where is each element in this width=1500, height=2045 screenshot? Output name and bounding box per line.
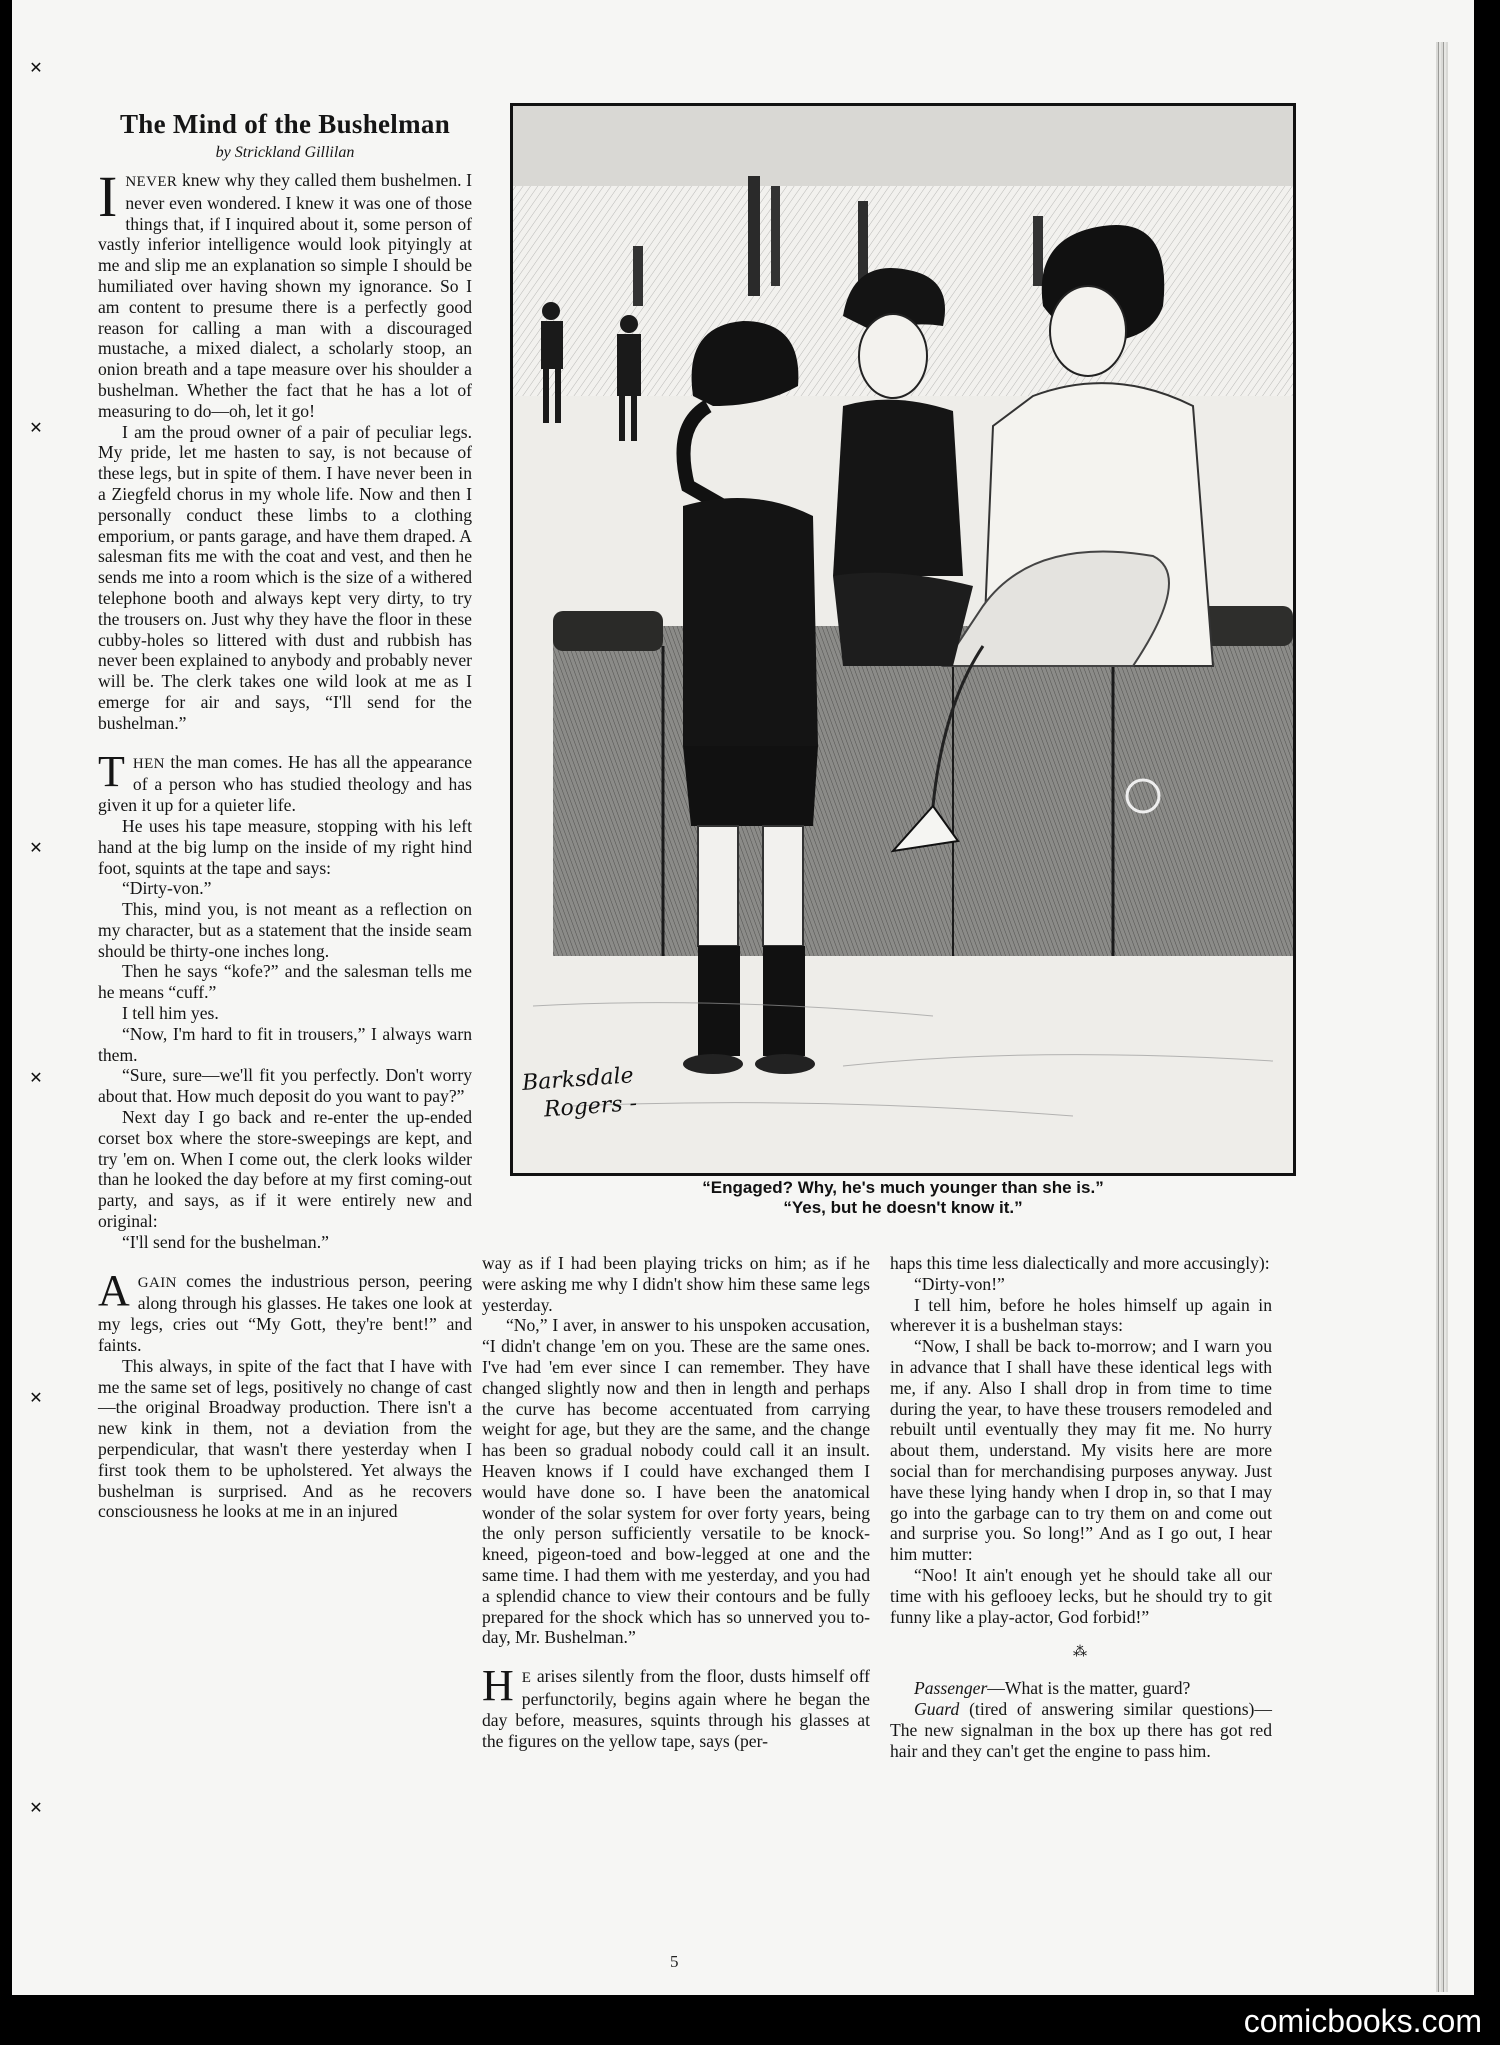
paragraph: “Now, I'm hard to fit in trousers,” I always warn them.	[98, 1023, 472, 1065]
joke-paragraph: Guard (tired of answering similar questions)—The new signalman in the box up there has got red hair and they can't get the engine to pass him.	[890, 1698, 1272, 1761]
paragraph: AGAIN comes the industrious person, peering along through his glasses. He takes one look at my legs, cries out “My Gott, they're bent!” and faints.	[98, 1265, 472, 1356]
page-number: 5	[670, 1952, 679, 1971]
paragraph: This, mind you, is not meant as a reflection on my character, but as a statement that the inside seam should be thirty-one inches long.	[98, 899, 472, 961]
paragraph: Next day I go back and re-enter the up-ended corset box where the store-sweepings are kept, and try 'em on. When I come out, the clerk looks wilder than he looked the day before at my first coming-out party, and says, as if it were entirely new and original:	[98, 1107, 472, 1232]
drop-cap: A	[98, 1265, 130, 1315]
paragraph: I tell him yes.	[122, 1003, 219, 1024]
paragraph: “Sure, sure—we'll fit you perfectly. Don't worry about that. How much deposit do you want to pay?”	[98, 1065, 472, 1107]
article-column-1	[98, 108, 472, 1522]
paragraph: “I'll send for the bushelman.”	[122, 1231, 329, 1252]
article-title: The Mind of the Bushelman	[119, 109, 451, 139]
article-column-3	[890, 1253, 1272, 1761]
artist-signature: Barksdale Rogers -	[521, 1063, 638, 1123]
paragraph: “Noo! It ain't enough yet he should take all our time with his geflooey lecks, but he should try to git funny like a play-actor, God forbid!”	[890, 1564, 1272, 1627]
paragraph: I tell him, before he holes himself up again in wherever it is a bushelman stays:	[890, 1294, 1272, 1336]
section-ornament: ⁂	[1073, 1645, 1089, 1661]
paragraph: I am the proud owner of a pair of peculiar legs. My pride, let me hasten to say, is not because of these legs, but in spite of them. I have never been in a Ziegfeld chorus in my whole life. Now and then I personally conduct these limbs to a clothing emporium, or pants garage, and have them draped. A salesman fits me with the coat and vest, and then he sends me into a room which is the size of a withered telephone booth and always kept very dirty, to try the trousers on. Just why they have the floor in these cubby-holes so littered with dust and rubbish has never been explained to anybody and probably never will be. The clerk takes one wild look at me as I emerge for air and says, “I'll send for the bushelman.”	[98, 421, 472, 733]
paragraph: “Now, I shall be back to-morrow; and I warn you in advance that I shall have these identical legs with me, if any. Also I shall drop in from time to time during the year, to have these trousers remodeled and rebuilt until eventually they may fit me. No hurry about them, understand. My visits here are more social than for merchandising purposes anyway. Just have these lying handy when I drop in, so that I may go into the garbage can to try them on and come out and surprise you. So long!” And as I go out, I hear him mutter:	[890, 1336, 1272, 1565]
paragraph: This always, in spite of the fact that I have with me the same set of legs, positively no change of cast—the original Broadway production. There isn't a new kink in them, not a deviation from the perpendicular, that wasn't there yesterday when I first took them to be upholstered. Yet always the bushelman is surprised. And as he recovers consciousness he looks at me in an injured	[98, 1355, 472, 1522]
paragraph: “Dirty-von.”	[122, 878, 212, 899]
illustration-caption: “Engaged? Why, he's much younger than she is.” “Yes, but he doesn't know it.”	[702, 1178, 1104, 1217]
paragraph: Then he says “kofe?” and the salesman tells me he means “cuff.”	[98, 961, 472, 1003]
paragraph: “Dirty-von!”	[914, 1273, 1005, 1294]
drop-cap: T	[98, 746, 125, 796]
magazine-page	[12, 0, 1474, 1995]
paragraph: H E arises silently from the floor, dusts himself off perfunctorily, begins again where he began the day before, measures, squints through his glasses at the figures on the yellow tape, says (per-	[482, 1661, 870, 1751]
binding-stitch-marks: ✕ ✕ ✕ ✕ ✕ ✕	[29, 60, 43, 1817]
paragraph: INEVER knew why they called them bushelmen. I never even wondered. I knew it was one of those things that, if I inquired about it, some person of vastly inferior intelligence would look pityingly at me and slip me an explanation so simple I should be humiliated over having shown my ignorance. So I am content to presume there is a perfectly good reason for calling a man with a discouraged mustache, a mixed dialect, a scholarly stoop, an onion breath and a tape measure over his shoulder a bushelman. Whether the fact that he has a lot of measuring to do—oh, let it go!	[98, 164, 472, 421]
paragraph: He uses his tape measure, stopping with his left hand at the big lump on the inside of my right hind foot, squints at the tape and says:	[98, 815, 472, 878]
joke-paragraph: Passenger—What is the matter, guard?	[914, 1678, 1191, 1699]
paragraph: “No,” I aver, in answer to his unspoken accusation, “I didn't change 'em on you. These are the same ones. I've had 'em ever since I can remember. They have changed slightly now and then in length and perhaps the curve has become accentuated from carrying weight for age, but they are the same, and the change has been so gradual nobody could call it an insult. Heaven knows if I could have exchanged them I would have done so. I have been the anatomical wonder of the solar system for over forty years, being the only person sufficiently versatile to be knock-kneed, pigeon-toed and bow-legged at one and the same time. I had them with me yesterday, and you had a splendid chance to view their contours and be fully prepared for the shock which has so unnerved you to-day, Mr. Bushelman.”	[482, 1315, 870, 1648]
article-column-2	[482, 1253, 870, 1751]
paragraph: THEN the man comes. He has all the appearance of a person who has studied theology and has given it up for a quieter life.	[98, 746, 472, 816]
watermark: comicbooks.com	[1243, 2003, 1482, 2039]
drop-cap: H	[482, 1661, 514, 1711]
book-page-edge	[1436, 42, 1448, 1992]
illustration-beach-scene	[510, 103, 1296, 1176]
drop-cap: I	[98, 164, 118, 229]
paragraph: haps this time less dialectically and more accusingly):	[890, 1253, 1270, 1273]
article-byline: by Strickland Gillilan	[215, 144, 355, 161]
beach-drawing	[513, 106, 1293, 1173]
paragraph: way as if I had been playing tricks on him; as if he were asking me why I didn't show him these same legs yesterday.	[482, 1253, 870, 1315]
